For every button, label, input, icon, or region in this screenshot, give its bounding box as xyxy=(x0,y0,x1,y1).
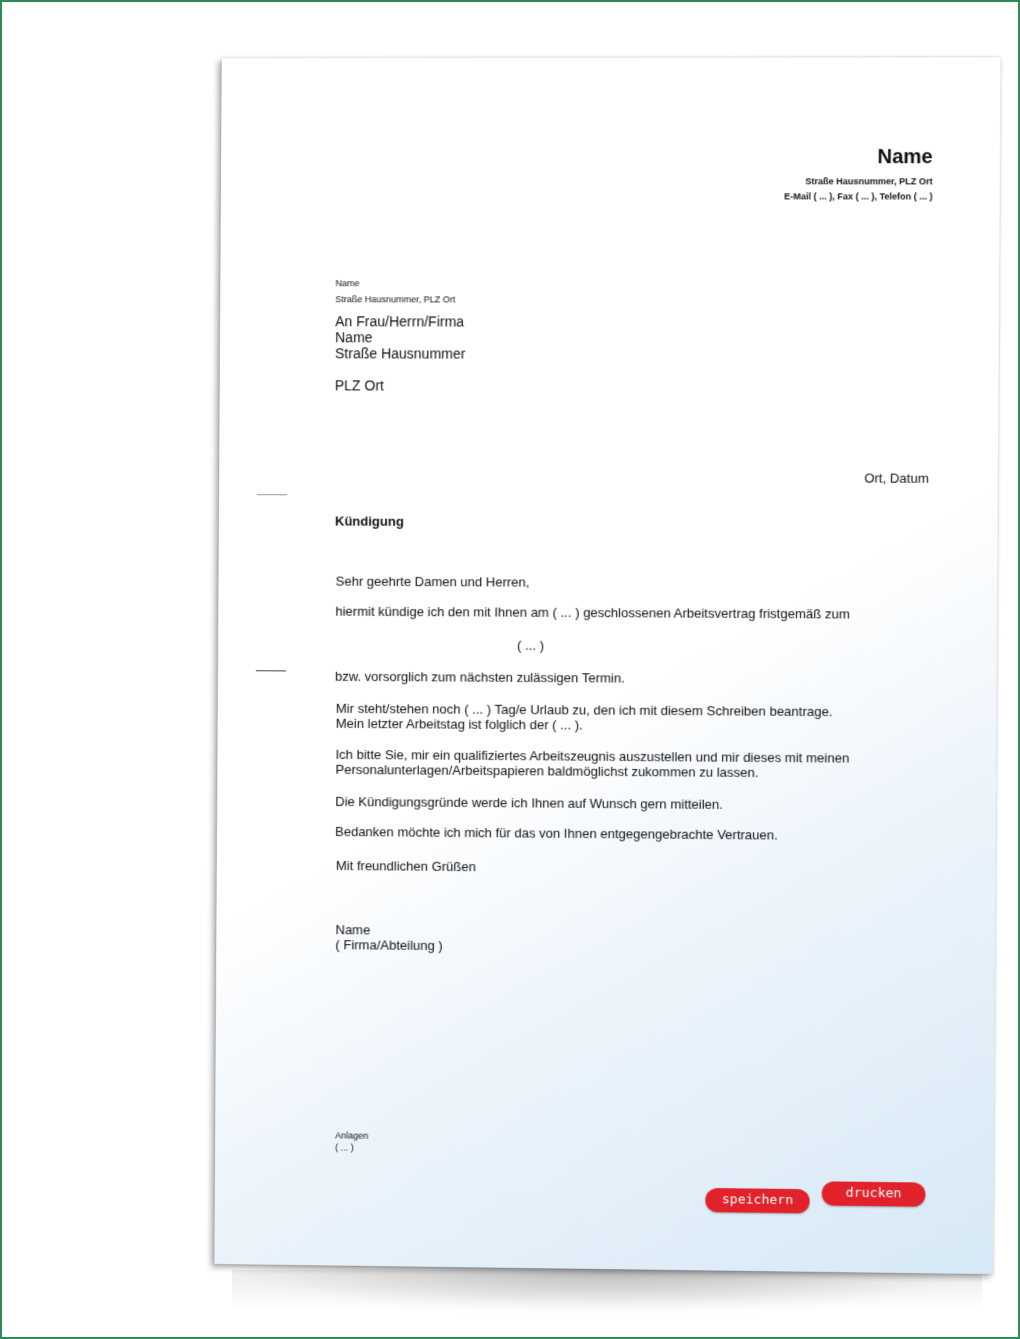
recipient-line-2: Name xyxy=(335,329,373,346)
print-button[interactable]: drucken xyxy=(822,1181,926,1206)
letter-page xyxy=(214,57,1000,1274)
recipient-line-3: Straße Hausnummer xyxy=(334,345,466,362)
fold-mark xyxy=(257,494,287,495)
attachments-value: ( ... ) xyxy=(335,1142,354,1153)
save-button[interactable]: speichern xyxy=(705,1188,809,1213)
salutation: Sehr geehrte Damen und Herren, xyxy=(335,573,530,590)
signature-department: ( Firma/Abteilung ) xyxy=(335,937,443,954)
body-paragraph-3b: Mein letzter Arbeitstag ist folglich der ( ... ). xyxy=(335,715,583,733)
body-paragraph-1: hiermit kündige ich den mit Ihnen am ( ... ) geschlossenen Arbeitsvertrag fristgemäß zum xyxy=(335,603,850,622)
recipient-line-1: An Frau/Herrn/Firma xyxy=(335,313,465,330)
header-name: Name xyxy=(877,146,933,169)
body-paragraph-4b: Personalunterlagen/Arbeitspapieren baldmöglichst zukommen zu lassen. xyxy=(335,761,759,781)
subject: Kündigung xyxy=(334,513,404,529)
date-line: Ort, Datum xyxy=(864,470,929,486)
body-paragraph-2: bzw. vorsorglich zum nächsten zulässigen Termin. xyxy=(334,668,625,686)
punch-mark xyxy=(256,670,286,671)
attachments-label: Anlagen xyxy=(335,1130,369,1141)
page-reflection xyxy=(232,1270,982,1310)
body-paragraph-3a: Mir steht/stehen noch ( ... ) Tag/e Urlaub zu, den ich mit diesem Schreiben beantrage. xyxy=(335,700,833,720)
sender-small-name: Name xyxy=(335,278,360,289)
recipient-line-4: PLZ Ort xyxy=(334,377,385,394)
sender-small-address: Straße Hausnummer, PLZ Ort xyxy=(335,294,456,305)
signature-name: Name xyxy=(335,922,371,938)
body-paragraph-5: Die Kündigungsgründe werde ich Ihnen auf Wunsch gern mitteilen. xyxy=(335,793,723,812)
body-paragraph-6: Bedanken möchte ich mich für das von Ihnen entgegengebrachte Vertrauen. xyxy=(335,823,778,843)
header-address: Straße Hausnummer, PLZ Ort xyxy=(805,176,933,187)
header-contact: E-Mail ( ... ), Fax ( ... ), Telefon ( ... ) xyxy=(784,191,933,202)
closing: Mit freundlichen Grüßen xyxy=(335,857,476,875)
body-paragraph-4a: Ich bitte Sie, mir ein qualifiziertes Arbeitszeugnis auszustellen und mir dieses mit meinen xyxy=(335,746,850,766)
body-placeholder: ( ... ) xyxy=(517,637,545,653)
